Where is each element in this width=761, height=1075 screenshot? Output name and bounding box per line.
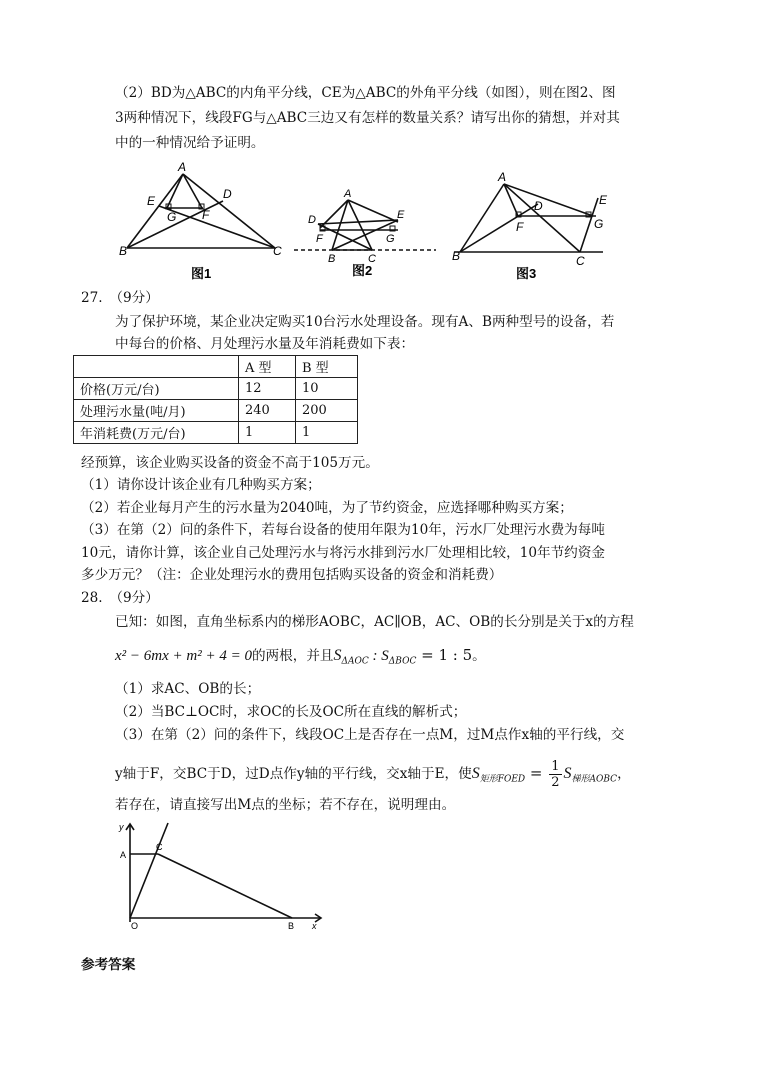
q28-number: 28. （9分）	[81, 590, 159, 606]
q28-intro: 已知：如图，直角坐标系内的梯形AOBC，AC∥OB，AC、OB的长分别是关于x的方程	[115, 614, 634, 630]
figure-3	[448, 168, 618, 286]
q28-sub3-line3: 若存在，请直接写出M点的坐标；若不存在，说明理由。	[115, 797, 456, 813]
q27-sub1: （1）请你设计该企业有几种购买方案；	[81, 477, 321, 493]
figure-2	[290, 186, 440, 281]
table-row	[74, 378, 358, 400]
table-header-row	[74, 356, 358, 378]
fig3-label-e: E	[599, 193, 608, 207]
area-colon: : S	[368, 648, 389, 664]
fig3-label-b: B	[452, 249, 461, 263]
q28-sub3-line1: （3）在第（2）问的条件下，线段OC上是否存在一点M，过M点作x轴的平行线，交	[115, 727, 625, 743]
q27-sub3-line1: （3）在第（2）问的条件下，若每台设备的使用年限为10年，污水厂处理污水费为每吨	[81, 522, 605, 538]
fig3-caption: 图3	[516, 266, 537, 281]
fig3-label-a: A	[498, 170, 507, 184]
table-cell: 10	[296, 378, 358, 400]
area-subscript-boc: ΔBOC	[388, 656, 417, 667]
fig1-caption: 图1	[191, 266, 212, 281]
table-cell: 1	[296, 422, 358, 444]
table-header-cell	[74, 356, 239, 378]
p26-line2: 3两种情况下，线段FG与△ABC三边又有怎样的数量关系？请写出你的猜想，并对其	[115, 110, 620, 126]
figure-q28	[116, 818, 326, 936]
table-cell: 年消耗费(万元/台)	[74, 422, 239, 444]
fig2-label-d: D	[308, 214, 316, 226]
fig2-label-f: F	[316, 233, 323, 245]
fig2-label-b: B	[328, 253, 336, 265]
area-ratio-value: = 1 : 5	[416, 646, 473, 664]
q28-equation-line	[115, 645, 486, 672]
fig2-label-e: E	[397, 209, 405, 221]
fig1-label-d: D	[223, 187, 232, 201]
q27-sub2: （2）若企业每月产生的污水量为2040吨，为了节约资金，应选择哪种购买方案；	[81, 500, 573, 516]
q27-budget: 经预算，该企业购买设备的资金不高于105万元。	[81, 455, 379, 471]
quadratic-equation: x² − 6mx + m² + 4 = 0	[115, 648, 252, 664]
trapezoid-subscript: 梯形AOBC	[571, 774, 618, 785]
q28-sub3-line2: y轴于F，交BC于D，过D点作y轴的平行线，交x轴于E，使$S_{矩形FOED}$ = $\frac{1}{2}$ $S_{梯形AOBC}$，	[115, 759, 631, 790]
q27-intro1: 为了保护环境，某企业决定购买10台污水处理设备。现有A、B两种型号的设备，若	[115, 314, 615, 330]
fig28-axis-y: y	[119, 822, 124, 832]
fraction-denominator: 2	[551, 775, 560, 790]
fig1-label-e: E	[147, 194, 156, 208]
fig3-label-f: F	[516, 220, 524, 234]
figure-1	[115, 158, 295, 286]
fig2-label-a: A	[344, 188, 352, 200]
table-cell: 240	[239, 400, 296, 422]
fig3-label-d: D	[534, 199, 543, 213]
area-subscript-aoc: ΔAOC	[341, 656, 369, 667]
fig1-label-a: A	[178, 160, 187, 174]
p26-line1: （2）BD为△ABC的内角平分线，CE为△ABC的外角平分线（如图），则在图2、图	[115, 85, 616, 101]
fig28-label-b: B	[288, 921, 295, 931]
fig1-label-f: F	[202, 208, 210, 222]
fig28-label-o: O	[131, 921, 139, 931]
table-cell: 12	[239, 378, 296, 400]
fig28-label-a: A	[120, 850, 127, 860]
table-cell: 处理污水量(吨/月)	[74, 400, 239, 422]
fig1-label-b: B	[119, 244, 128, 258]
fig2-label-g: G	[386, 233, 395, 245]
fig3-label-g: G	[594, 217, 604, 231]
fig2-caption: 图2	[352, 263, 373, 278]
fig28-label-c: C	[156, 842, 163, 852]
fraction-half	[549, 759, 561, 790]
q27-intro2: 中每台的价格、月处理污水量及年消耗费如下表：	[115, 336, 415, 352]
q28-sub1: （1）求AC、OB的长；	[115, 681, 261, 697]
q27-number: 27. （9分）	[81, 290, 159, 306]
fig3-label-c: C	[576, 254, 585, 268]
table-header-cell: B 型	[296, 356, 358, 378]
sub3-line2-text: y轴于F，交BC于D，过D点作y轴的平行线，交x轴于E，使	[115, 766, 472, 782]
fig2-label-c: C	[368, 253, 376, 265]
table-cell: 200	[296, 400, 358, 422]
q27-sub3-line3: 多少万元？（注：企业处理污水的费用包括购买设备的资金和消耗费）	[81, 567, 503, 583]
fig28-axis-x: x	[312, 921, 317, 931]
area-symbol: S	[333, 647, 342, 664]
table-row	[74, 422, 358, 444]
fig1-label-g: G	[167, 210, 177, 224]
table-header-cell: A 型	[239, 356, 296, 378]
sub3-line2-end: ，	[617, 766, 631, 782]
table-row	[74, 400, 358, 422]
answer-heading: 参考答案	[81, 957, 136, 973]
ratio-end: 。	[472, 648, 486, 664]
q28-sub2: （2）当BC⊥OC时，求OC的长及OC所在直线的解析式；	[115, 704, 467, 720]
q27-sub3-line2: 10元，请你计算，该企业自己处理污水与将污水排到污水厂处理相比较，10年节约资金	[81, 545, 605, 561]
device-spec-table	[73, 355, 358, 444]
equation-tail: 的两根，并且	[251, 648, 334, 664]
p26-line3: 中的一种情况给予证明。	[115, 135, 265, 151]
table-cell: 价格(万元/台)	[74, 378, 239, 400]
table-cell: 1	[239, 422, 296, 444]
rect-subscript: 矩形FOED	[479, 774, 526, 785]
fraction-numerator: 1	[551, 759, 560, 774]
fig1-label-c: C	[273, 244, 282, 258]
